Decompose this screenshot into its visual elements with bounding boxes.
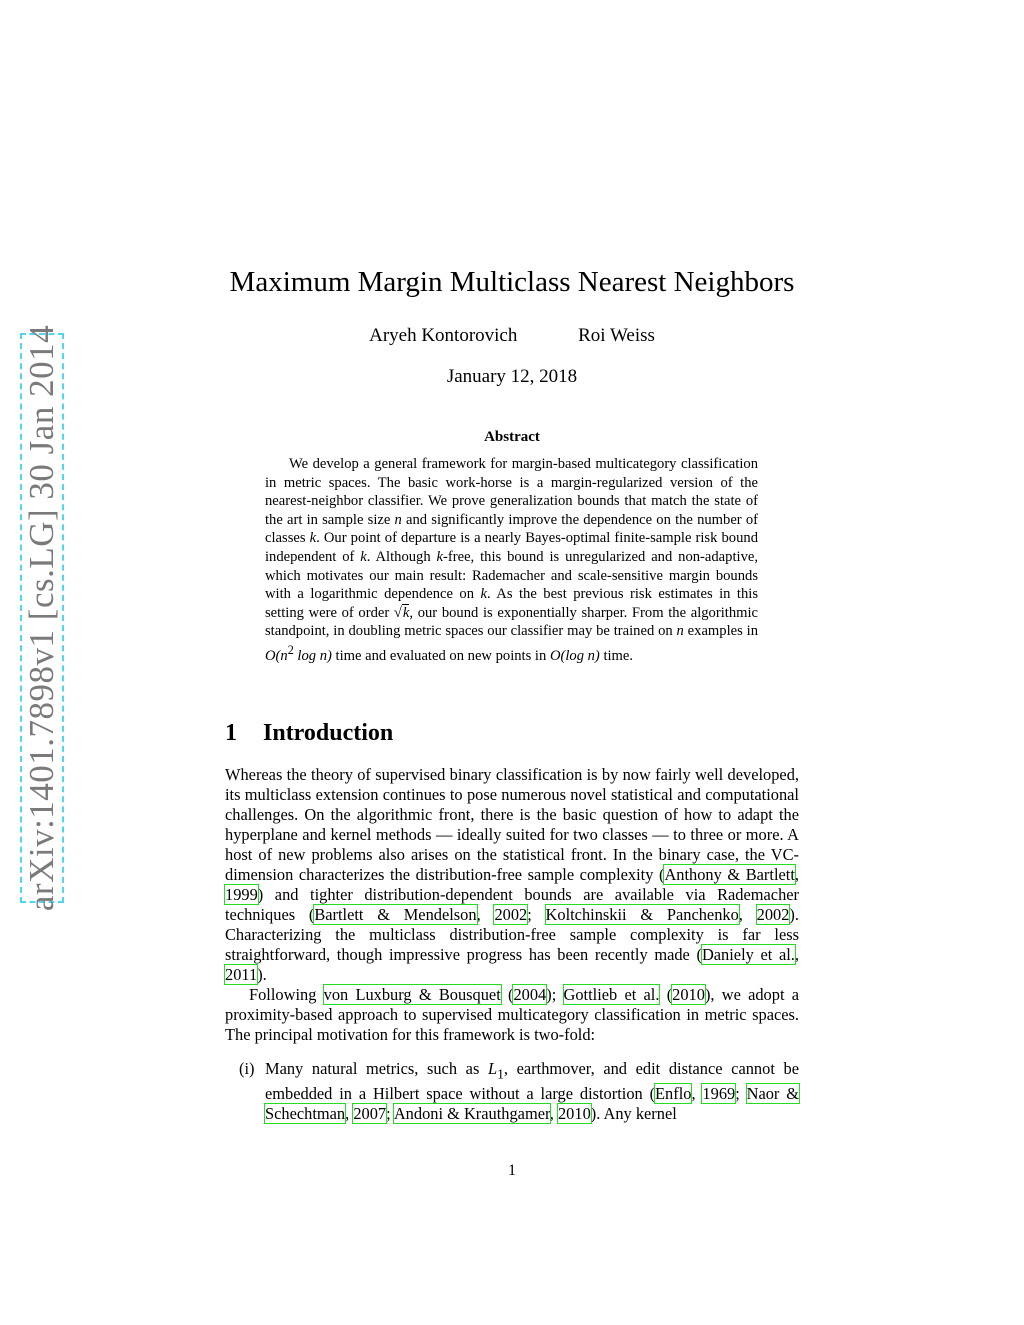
citation-link[interactable]: Enflo [655,1084,692,1104]
citation-link[interactable]: Gottlieb et al. [563,985,660,1004]
author-list [0,325,1024,347]
list-marker: (i) [239,1059,255,1078]
sqrt-k: √k [393,604,410,621]
citation-year-link[interactable]: 1969 [702,1084,736,1104]
abstract-body: We develop a general framework for margin-based multicategory classification in metric spaces. The basic work-horse is a margin-regularized version of the nearest-neighbor classifier. We prove generalization bounds that match the state of the art in sample size n and significantly improve the dependence on the number of classes k. Our point of departure is a nearly Bayes-optimal finite-sample risk bound independent of k. Although k-free, this bound is unregularized and non-adaptive, which motivates our main result: Rademacher and scale-sensitive margin bounds with a logarithmic dependence on k. As the best previous risk estimates in this setting were of order √k, our bound is exponentially sharper. From the algorithmic standpoint, in doubling metric spaces our classifier may be trained on n examples in $O(n^2$ log n) time and evaluated on new points in O(log n) time. [265,456,759,664]
citation-link[interactable]: Daniely et al. [701,945,795,964]
author-name: Roi Weiss [578,325,655,346]
abstract-heading: Abstract [484,429,540,445]
author-name: Aryeh Kontorovich [369,325,518,346]
section-title: Introduction [263,720,394,746]
section-heading-introduction [225,720,393,747]
citation-link[interactable]: Andoni & Krauthgamer [393,1104,550,1124]
citation-year-link[interactable]: 2011 [225,965,258,984]
citation-link[interactable]: Bartlett & Mendelson [314,905,477,924]
section-number: 1 [225,720,237,746]
intro-paragraph: Following von Luxburg & Bousquet (2004); Gottlieb et al. (2010), we adopt a proximity-based approach to supervised multicategory classification in metric spaces. The principal motivation for this framework is two-fold: [225,985,800,1044]
intro-paragraph: Whereas the theory of supervised binary classification is by now fairly well developed, its multiclass extension continues to pose numerous novel statistical and computational challenges. On the algorithmic front, there is the basic question of how to adapt the hyperplane and kernel methods — ideally suited for two classes — to three or more. A host of new problems also arises on the statistical front. In the binary case, the VC-dimension characterizes the distribution-free sample complexity (Anthony & Bartlett, 1999) and tighter distribution-dependent bounds are available via Rademacher techniques (Bartlett & Mendelson, 2002; Koltchinskii & Panchenko, 2002). Characterizing the multiclass distribution-free sample complexity is far less straightforward, though impressive progress has been recently made (Daniely et al., 2011). [225,765,799,984]
citation-link[interactable]: von Luxburg & Bousquet [323,985,501,1004]
citation-year-link[interactable]: 2004 [513,985,547,1004]
citation-link[interactable]: Anthony & Bartlett [664,865,795,884]
list-item-body: Many natural metrics, such as $L_1$, earthmover, and edit distance cannot be embedded in a Hilbert space without a large distortion (Enflo, 1969; Naor & Schechtman, 2007; Andoni & Krauthgamer, 2010). Any kernel [265,1059,799,1124]
paper-date: January 12, 2018 [446,366,578,387]
arxiv-stamp[interactable] [20,324,64,912]
citation-link[interactable]: Koltchinskii & Panchenko [545,905,739,924]
citation-year-link[interactable]: 2002 [494,905,528,924]
citation-year-link[interactable]: 2010 [672,985,705,1004]
citation-year-link[interactable]: 2010 [557,1104,591,1124]
citation-year-link[interactable]: 1999 [225,885,258,904]
paper-title: Maximum Margin Multiclass Nearest Neighbors [229,266,795,298]
arxiv-stamp-text: arXiv:1401.7898v1 [cs.LG] 30 Jan 2014 [22,324,62,912]
citation-year-link[interactable]: 2002 [756,905,790,924]
citation-year-link[interactable]: 2007 [353,1104,387,1124]
list-item [225,1059,799,1124]
page-number: 1 [508,1162,516,1179]
citation-link[interactable]: Naor & Schechtman [265,1084,799,1124]
